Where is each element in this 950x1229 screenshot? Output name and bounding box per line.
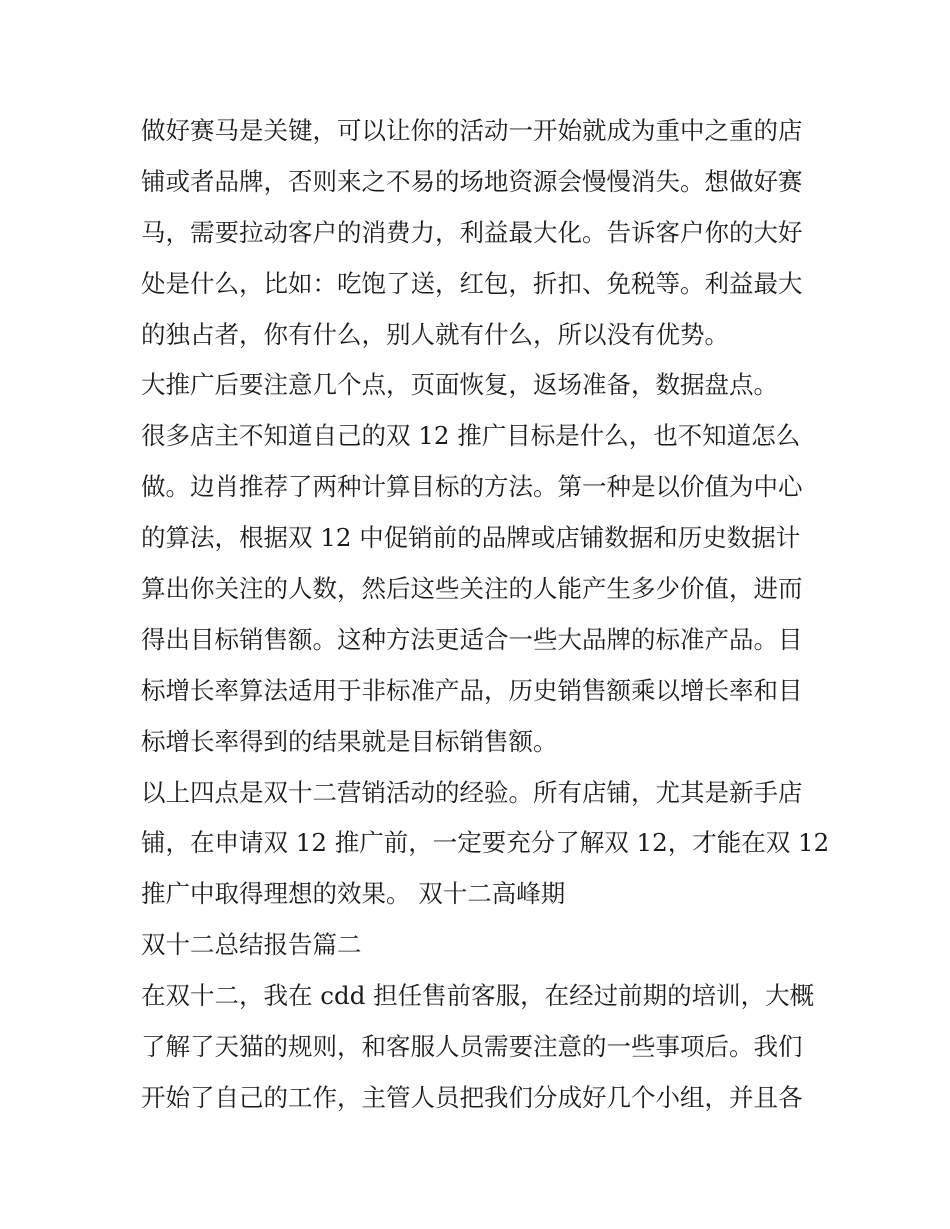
text-line: 开始了自己的工作，主管人员把我们分成好几个小组，并且各 — [141, 1082, 803, 1112]
text-line: 铺或者品牌，否则来之不易的场地资源会慢慢消失。想做好赛 — [141, 166, 803, 196]
text-line: 铺，在申请双 12 推广前，一定要充分了解双 12，才能在双 12 — [141, 828, 830, 858]
text-line: 标增长率得到的结果就是目标销售额。 — [141, 726, 558, 756]
text-line: 做。边肖推荐了两种计算目标的方法。第一种是以价值为中心 — [141, 472, 803, 502]
text-line: 的算法，根据双 12 中促销前的品牌或店铺数据和历史数据计 — [141, 523, 801, 553]
text-line: 以上四点是双十二营销活动的经验。所有店铺，尤其是新手店 — [141, 777, 803, 807]
text-line: 算出你关注的人数，然后这些关注的人能产生多少价值，进而 — [141, 574, 803, 604]
text-line: 很多店主不知道自己的双 12 推广目标是什么，也不知道怎么 — [141, 421, 801, 451]
text-line: 做好赛马是关键，可以让你的活动一开始就成为重中之重的店 — [141, 116, 803, 145]
text-line: 大推广后要注意几个点，页面恢复，返场准备，数据盘点。 — [141, 370, 778, 400]
text-line: 得出目标销售额。这种方法更适合一些大品牌的标准产品。目 — [141, 624, 803, 654]
text-line: 推广中取得理想的效果。 双十二高峰期 — [141, 879, 566, 909]
text-line: 了解了天猫的规则，和客服人员需要注意的一些事项后。我们 — [141, 1032, 803, 1062]
section-heading: 双十二总结报告篇二 — [141, 930, 362, 960]
text-line: 在双十二，我在 cdd 担任售前客服，在经过前期的培训，大概 — [141, 981, 815, 1011]
text-line: 处是什么，比如：吃饱了送，红包，折扣、免税等。利益最大 — [141, 268, 803, 298]
text-line: 标增长率算法适用于非标准产品，历史销售额乘以增长率和目 — [141, 675, 803, 705]
document-body — [141, 106, 830, 1124]
text-line: 的独占者，你有什么，别人就有什么，所以没有优势。 — [141, 319, 729, 349]
text-line: 马，需要拉动客户的消费力，利益最大化。告诉客户你的大好 — [141, 217, 803, 247]
